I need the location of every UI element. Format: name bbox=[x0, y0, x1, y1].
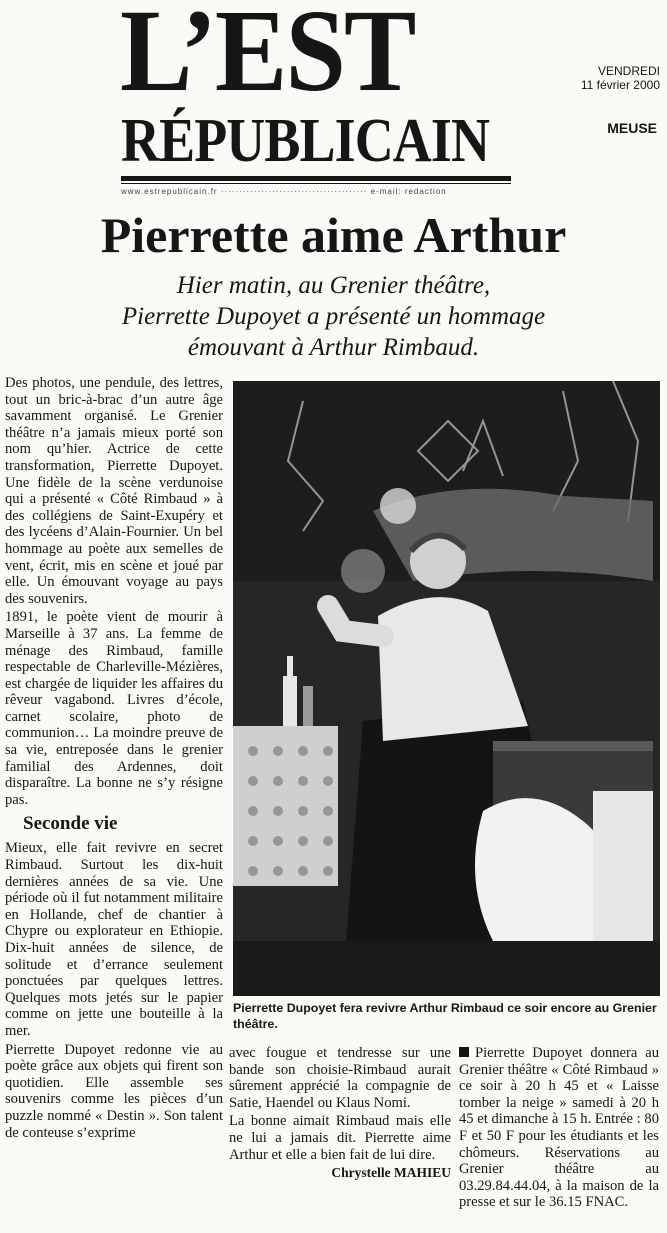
article-deck bbox=[20, 270, 647, 363]
article-column-1 bbox=[5, 375, 223, 1143]
masthead-strap: www.estrepublicain.fr ········································ e-mail: redaction bbox=[121, 187, 447, 196]
paragraph-6: La bonne aimait Rimbaud mais elle ne lui a jamais dit. Pierrette aime Arthur et elle a bien fait de lui dire. bbox=[229, 1113, 451, 1163]
paragraph-5: avec fougue et tendresse sur une bande son choisie-Rimbaud aurait sûrement apprécié la compagnie de Satie, Haendel ou Klaus Nomi. bbox=[229, 1045, 451, 1111]
article-subhead: Seconde vie bbox=[23, 813, 118, 835]
edition-day: VENDREDI bbox=[597, 64, 660, 78]
masthead-rule-thin bbox=[121, 183, 511, 184]
bullet-square-icon bbox=[459, 1047, 469, 1057]
deck-line-2: Pierrette Dupoyet a présenté un hommage bbox=[121, 303, 546, 330]
photo-caption: Pierrette Dupoyet fera revivre Arthur Rimbaud ce soir encore au Grenier théâtre. bbox=[233, 1001, 657, 1031]
edition-date-block bbox=[520, 64, 660, 92]
masthead-title: L’EST bbox=[120, 0, 415, 116]
paragraph-2: 1891, le poète vient de mourir à Marseille à 37 ans. La femme de ménage des Rimbaud, famille respectable de Charleville-Mézières, est chargée de liquider les affaires du rêveur vagabond. Livres d’école, carnet scolaire, photo de communion… La moindre preuve de sa vie, entreposée dans le grenier familial des Ardennes, doit disparaître. La bonne ne s’y résigne pas. bbox=[5, 609, 223, 808]
practical-info bbox=[459, 1045, 659, 1213]
article-photo bbox=[233, 381, 660, 996]
paragraph-3: Mieux, elle fait revivre en secret Rimbaud. Surtout les dix-huit dernières années de sa vie. Une période où il fut notamment militaire en Hollande, chef de chantier à Chypre ou explorateur en Ethiopie. Dix-huit années de silence, de solitude et d’errance seulement ponctuées par quelques lettres. Quelques mots jetés sur le papier comme on jette une bouteille à la mer. bbox=[5, 840, 223, 1039]
edition-region: MEUSE bbox=[607, 120, 657, 136]
masthead-rule bbox=[121, 176, 511, 181]
practical-info-text: Pierrette Dupoyet donnera au Grenier théâtre « Côté Rimbaud » ce soir à 20 h 45 et « Laisse tomber la neige » samedi à 20 h 45 et dimanche à 15 h. Entrée : 80 F et 50 F pour les étudiants et les chômeurs. Réservations au Grenier théâtre au 03.29.84.44.04, à la maison de la presse et sur le 36.15 FNAC. bbox=[459, 1045, 659, 1211]
deck-line-1: Hier matin, au Grenier théâtre, bbox=[176, 272, 491, 299]
article-headline: Pierrette aime Arthur bbox=[100, 207, 567, 263]
paragraph-4: Pierrette Dupoyet redonne vie au poète grâce aux objets qui firent son quotidien. Elle assemble ses souvenirs comme les pièces d’un puzzle nommé « Destin ». Son talent de conteuse s’exprime bbox=[5, 1041, 223, 1141]
deck-line-3: émouvant à Arthur Rimbaud. bbox=[187, 334, 480, 361]
stage-photo-illustration bbox=[233, 381, 660, 996]
masthead-subtitle: RÉPUBLICAIN bbox=[121, 107, 490, 175]
article-column-2 bbox=[229, 1045, 451, 1184]
article-byline: Chrystelle MAHIEU bbox=[331, 1165, 451, 1181]
edition-date: 11 février 2000 bbox=[580, 78, 660, 92]
paragraph-1: Des photos, une pendule, des lettres, tout un bric-à-brac d’un autre âge savamment organisé. Le Grenier théâtre n’a jamais mieux porté son nom qu’hier. Actrice de cette transformation, Pierrette Dupoyet. Une fidèle de la scène verdunoise qui a présenté « Côté Rimbaud » à des collégiens de Saint-Exupéry et des lycéens d’Alain-Fournier. Un bel hommage au poète aux semelles de vent, écrit, mis en scène et joué par elle. Un émouvant voyage au pays des souvenirs. bbox=[5, 375, 223, 607]
